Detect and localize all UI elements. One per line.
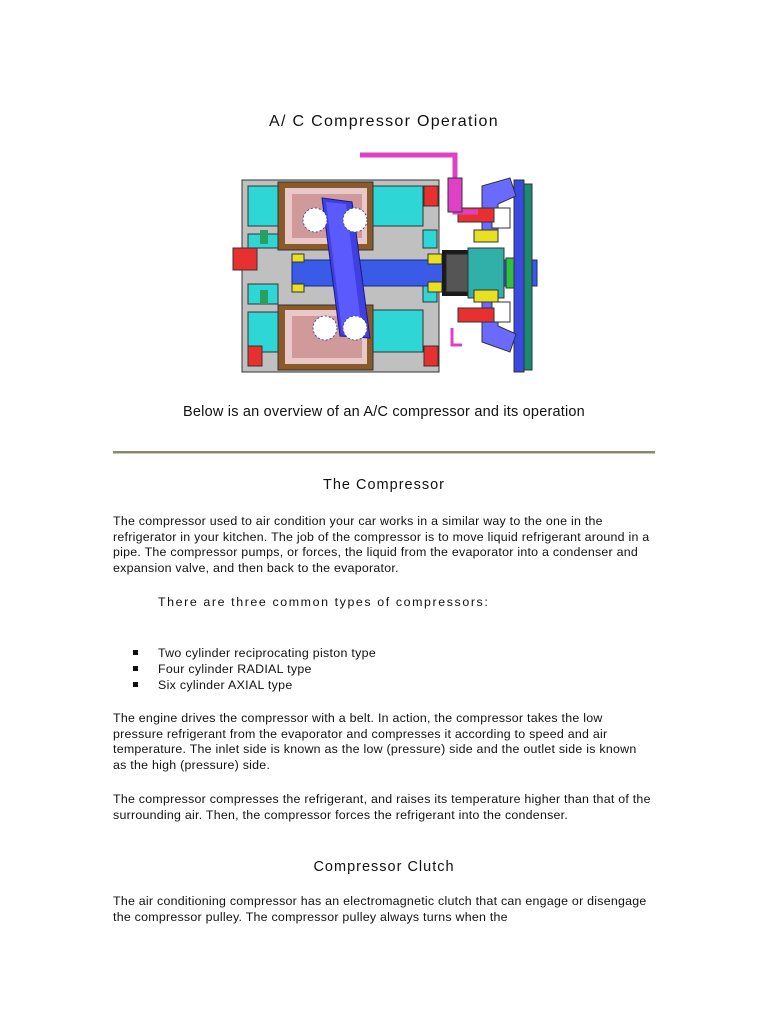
compressor-paragraph-3: The compressor compresses the refrigerant, and raises its temperature higher than that of the surrounding air. Then, the compressor forces the refrigerant into the condenser.	[113, 792, 651, 822]
clutch-paragraph-1: The air conditioning compressor has an electromagnetic clutch that can engage or disengage the compressor pulley. The compressor pulley always turns when the	[113, 894, 647, 924]
compressor-paragraph-1: The compressor used to air condition your car works in a similar way to the one in the refrigerator in your kitchen. The job of the compressor is to move liquid refrigerant around in a pipe. The compressor pumps, or forces, the liquid from the evaporator into a condenser and expansion valve, and then back to the evaporator.	[113, 514, 650, 575]
horizontal-rule	[113, 451, 655, 454]
section-heading-clutch: Compressor Clutch	[313, 859, 455, 875]
bullet-icon	[133, 682, 138, 687]
page-title: A/ C Compressor Operation	[269, 113, 499, 130]
list-item	[133, 661, 376, 677]
compressor-cutaway-diagram	[230, 150, 540, 380]
compressor-types-list	[133, 645, 376, 693]
page-subtitle: Below is an overview of an A/C compressor and its operation	[183, 404, 585, 420]
section-heading-compressor: The Compressor	[323, 477, 445, 493]
compressor-types-intro: There are three common types of compressors:	[158, 595, 490, 609]
compressor-paragraph-2: The engine drives the compressor with a belt. In action, the compressor takes the low pressure refrigerant from the evaporator and compresses it according to speed and air temperature. The inlet side is known as the low (pressure) side and the outlet side is known as the high (pressure) side.	[113, 711, 637, 772]
bullet-icon	[133, 650, 138, 655]
list-item	[133, 677, 376, 693]
list-item	[133, 645, 376, 661]
bullet-icon	[133, 666, 138, 671]
list-item-text: Six cylinder AXIAL type	[158, 678, 293, 692]
list-item-text: Two cylinder reciprocating piston type	[158, 646, 377, 660]
list-item-text: Four cylinder RADIAL type	[158, 662, 312, 676]
